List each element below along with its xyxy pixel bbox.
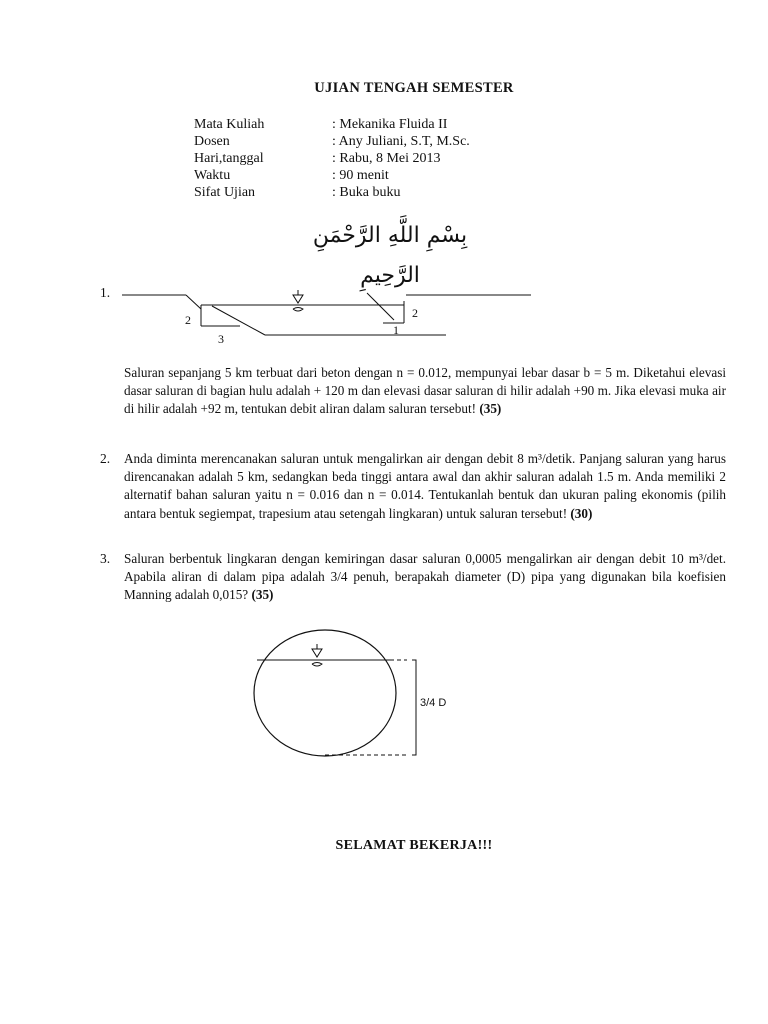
info-row-lecturer — [194, 133, 470, 150]
info-row-course — [194, 116, 470, 133]
question-body: Saluran berbentuk lingkaran dengan kemiringan dasar saluran 0,0005 mengalirkan air dengan debit 10 m³/det. Apabila aliran di dalam pipa adalah 3/4 penuh, berapakah diameter (D) pipa yang digunakan bila koefisien Manning adalah 0,015? — [124, 551, 726, 603]
info-label: Hari,tanggal — [194, 151, 264, 166]
info-row-date — [194, 150, 470, 167]
info-value: : 90 menit — [332, 168, 389, 183]
bismillah-calligraphy: بِسْمِ اللَّهِ الرَّحْمَنِ الرَّحِيمِ — [312, 223, 468, 288]
label-right-slope: 1 — [393, 323, 399, 337]
info-label: Mata Kuliah — [194, 117, 265, 132]
pipe-circle — [254, 630, 396, 756]
info-value: : Rabu, 8 Mei 2013 — [332, 151, 441, 166]
info-row-duration — [194, 167, 470, 184]
info-row-exam-type — [194, 184, 470, 201]
info-label: Dosen — [194, 134, 230, 149]
label-left-width: 3 — [218, 332, 224, 346]
info-label: Sifat Ujian — [194, 185, 256, 200]
depth-label: 3/4 D — [420, 697, 447, 709]
depth-bracket — [412, 660, 416, 755]
water-level-marker-icon — [293, 290, 303, 311]
question-number: 3. — [100, 551, 111, 566]
question-points: (35) — [251, 587, 274, 603]
question-body: Saluran sepanjang 5 km terbuat dari beton dengan n = 0.012, mempunyai lebar dasar b = 5 m. Diketahui elevasi dasar saluran di bagian hulu adalah + 120 m dan elevasi dasar saluran di hilir adalah +90 m. Jika elevasi muka air di hilir adalah +92 m, tentukan debit aliran dalam saluran tersebut! — [124, 365, 726, 417]
question-text — [124, 550, 726, 605]
info-label: Waktu — [194, 168, 231, 183]
question-points: (35) — [479, 401, 502, 417]
info-value: : Buka buku — [332, 185, 401, 200]
label-left-height: 2 — [185, 313, 191, 327]
question-number: 1. — [100, 285, 111, 300]
info-value: : Mekanika Fluida II — [332, 117, 448, 132]
question-text — [124, 364, 726, 419]
upstream-step-line — [186, 295, 201, 309]
page-title: UJIAN TENGAH SEMESTER — [314, 80, 514, 96]
question-body: Anda diminta merencanakan saluran untuk mengalirkan air dengan debit 8 m³/detik. Panjang saluran yang harus direncanakan adalah 5 km, sedangkan beda tinggi antara awal dan akhir saluran adalah 1.5 m. Anda memiliki 2 alternatif bahan saluran yaitu n = 0.016 dan n = 0.014. Tentukanlah bentuk dan ukuran paling ekonomis (pilih antara bentuk segiempat, trapesium atau setengah lingkaran) untuk saluran tersebut! — [124, 451, 726, 521]
right-triangle-hypotenuse — [367, 293, 394, 320]
label-right-height: 2 — [412, 306, 418, 320]
question-number: 2. — [100, 451, 111, 466]
water-level-marker-icon — [312, 644, 322, 666]
exam-info-table — [194, 116, 470, 201]
info-value: : Any Juliani, S.T, M.Sc. — [332, 134, 470, 149]
channel-profile-diagram — [110, 282, 550, 352]
question-points: (30) — [570, 505, 593, 521]
closing-message: SELAMAT BEKERJA!!! — [335, 838, 493, 853]
pipe-cross-section-diagram — [240, 615, 480, 765]
question-text — [124, 450, 726, 523]
slope-line — [212, 306, 265, 335]
